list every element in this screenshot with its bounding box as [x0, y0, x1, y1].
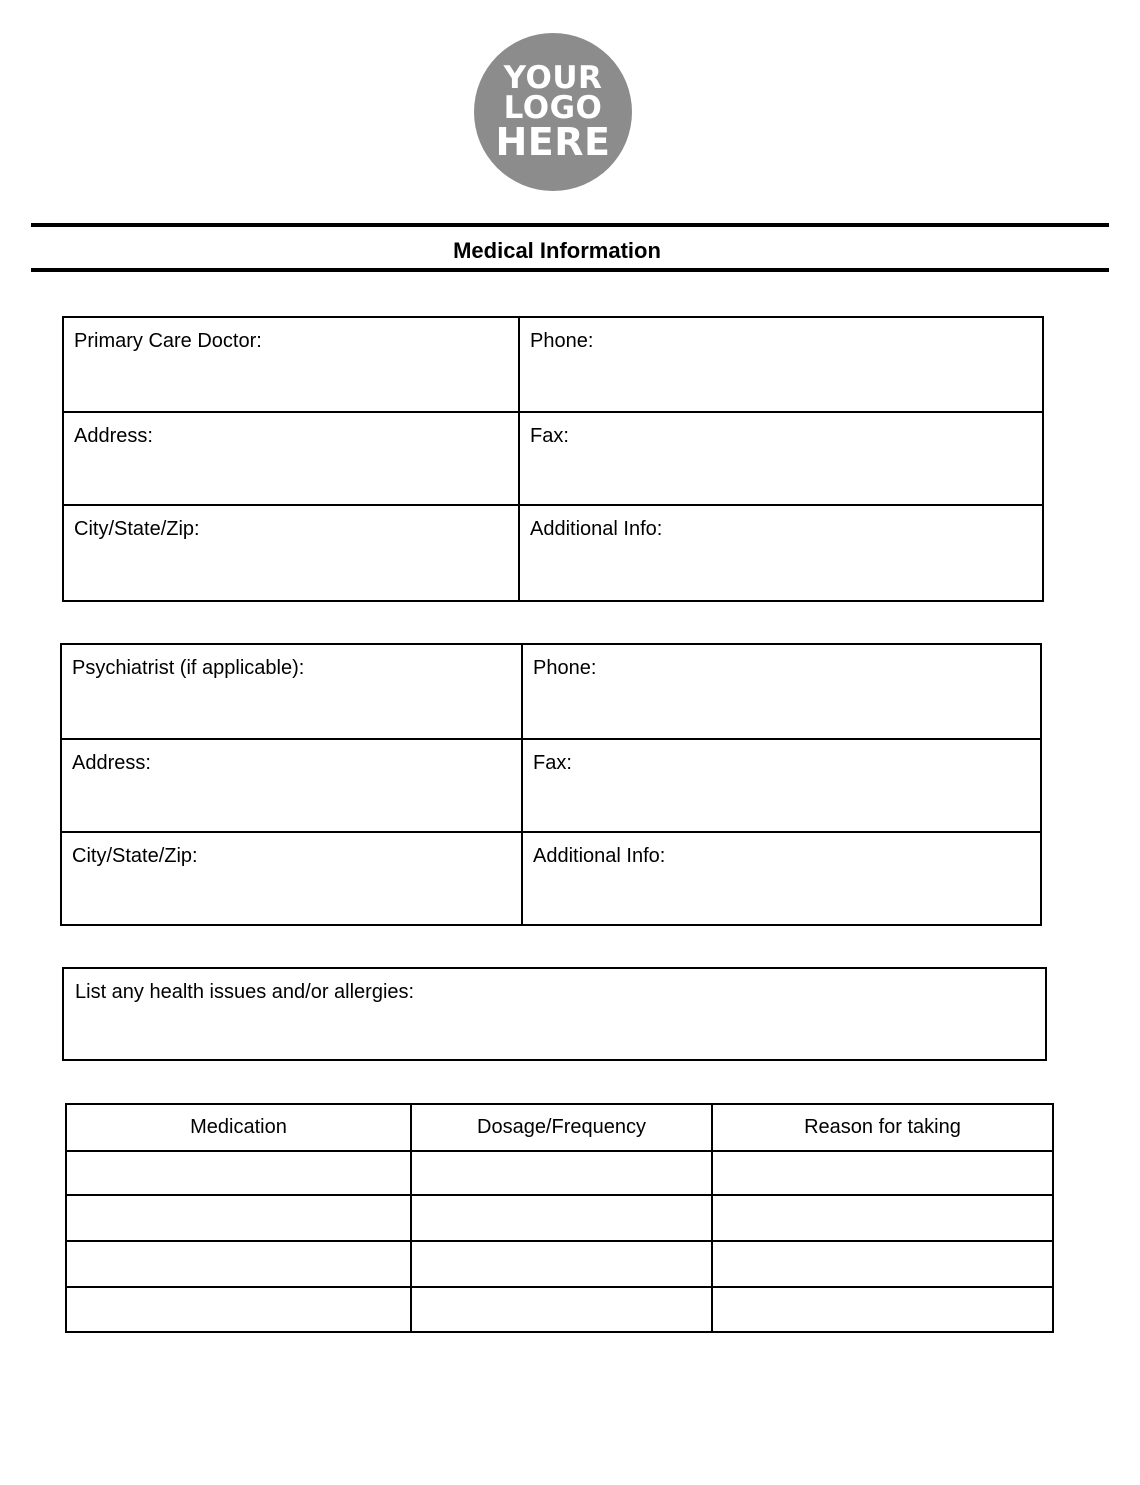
- table-row: [66, 1151, 1053, 1195]
- page-title: Medical Information: [453, 238, 661, 263]
- doctor-city-field[interactable]: [63, 505, 519, 601]
- logo-placeholder: [474, 33, 632, 191]
- psychiatrist-name-field[interactable]: [61, 644, 522, 739]
- psychiatrist-city-label: City/State/Zip:: [72, 845, 198, 867]
- psychiatrist-additional-field[interactable]: [522, 832, 1041, 925]
- reason-header: Reason for taking: [712, 1104, 1053, 1151]
- reason-cell[interactable]: [712, 1241, 1053, 1287]
- logo-text-line1: YOUR: [503, 60, 603, 96]
- psychiatrist-table: [60, 643, 1042, 926]
- doctor-name-label: Primary Care Doctor:: [74, 330, 262, 352]
- doctor-phone-field[interactable]: [519, 317, 1043, 412]
- logo-text-line2: LOGO: [503, 90, 603, 127]
- doctor-phone-label: Phone:: [530, 330, 594, 352]
- doctor-city-label: City/State/Zip:: [74, 518, 200, 540]
- psychiatrist-additional-label: Additional Info:: [533, 845, 666, 867]
- health-issues-field[interactable]: [62, 967, 1047, 1061]
- psychiatrist-phone-label: Phone:: [533, 657, 597, 679]
- logo-text-line3: HERE: [495, 119, 611, 164]
- dosage-cell[interactable]: [411, 1151, 712, 1195]
- doctor-address-label: Address:: [74, 425, 153, 447]
- doctor-additional-label: Additional Info:: [530, 518, 663, 540]
- medication-cell[interactable]: [66, 1151, 411, 1195]
- dosage-cell[interactable]: [411, 1195, 712, 1241]
- medication-cell[interactable]: [66, 1287, 411, 1332]
- doctor-additional-field[interactable]: [519, 505, 1043, 601]
- psychiatrist-name-label: Psychiatrist (if applicable):: [72, 657, 305, 679]
- table-row: [66, 1241, 1053, 1287]
- title-top-rule: [31, 223, 1109, 227]
- dosage-cell[interactable]: [411, 1287, 712, 1332]
- doctor-fax-field[interactable]: [519, 412, 1043, 505]
- psychiatrist-address-label: Address:: [72, 752, 151, 774]
- reason-cell[interactable]: [712, 1195, 1053, 1241]
- psychiatrist-phone-field[interactable]: [522, 644, 1041, 739]
- medication-cell[interactable]: [66, 1195, 411, 1241]
- medications-table: [65, 1103, 1054, 1333]
- table-row: [66, 1195, 1053, 1241]
- doctor-address-field[interactable]: [63, 412, 519, 505]
- doctor-name-field[interactable]: [63, 317, 519, 412]
- health-issues-label: List any health issues and/or allergies:: [75, 981, 415, 1003]
- doctor-table: [62, 316, 1044, 602]
- psychiatrist-fax-label: Fax:: [533, 752, 572, 774]
- reason-cell[interactable]: [712, 1287, 1053, 1332]
- reason-cell[interactable]: [712, 1151, 1053, 1195]
- dosage-header: Dosage/Frequency: [411, 1104, 712, 1151]
- psychiatrist-address-field[interactable]: [61, 739, 522, 832]
- medications-header-row: [66, 1104, 1053, 1151]
- psychiatrist-fax-field[interactable]: [522, 739, 1041, 832]
- medication-header: Medication: [66, 1104, 411, 1151]
- psychiatrist-city-field[interactable]: [61, 832, 522, 925]
- doctor-fax-label: Fax:: [530, 425, 569, 447]
- dosage-cell[interactable]: [411, 1241, 712, 1287]
- medication-cell[interactable]: [66, 1241, 411, 1287]
- title-bottom-rule: [31, 268, 1109, 272]
- table-row: [66, 1287, 1053, 1332]
